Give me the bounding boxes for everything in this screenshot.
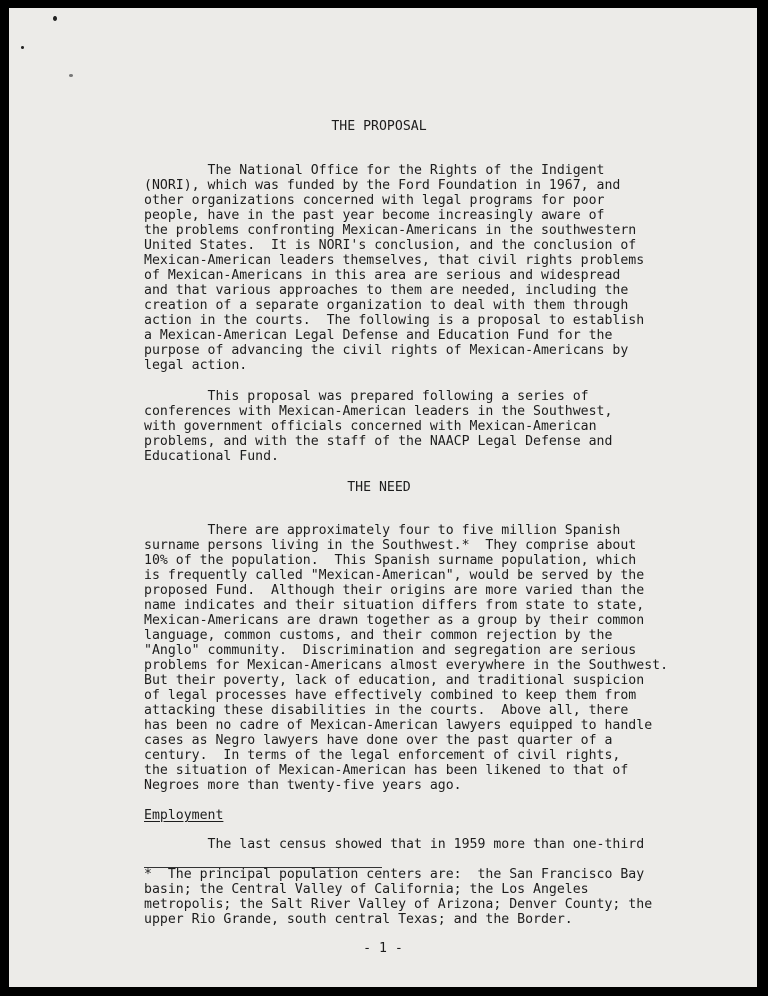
footnote-line: basin; the Central Valley of California; the Los Angeles (144, 882, 589, 897)
text-line: the situation of Mexican-American has been likened to that of (144, 763, 629, 778)
text-line: This proposal was prepared following a series of (144, 389, 589, 404)
text-line: with government officials concerned with Mexican-American (144, 419, 597, 434)
text-line: a Mexican-American Legal Defense and Education Fund for the (144, 328, 613, 343)
text-line: problems for Mexican-Americans almost everywhere in the Southwest. (144, 658, 669, 673)
text-line: creation of a separate organization to deal with them through (144, 298, 629, 313)
text-line: action in the courts. The following is a proposal to establish (144, 313, 645, 328)
text-line: of legal processes have effectively combined to keep them from (144, 688, 637, 703)
footnote-line: upper Rio Grande, south central Texas; and the Border. (144, 912, 573, 927)
document-page (9, 8, 757, 987)
text-line: legal action. (144, 358, 248, 373)
text-line: Negroes more than twenty-five years ago. (144, 778, 462, 793)
text-line: But their poverty, lack of education, and traditional suspicion (144, 673, 645, 688)
page-number: - 1 - (363, 941, 403, 956)
text-line: Mexican-Americans are drawn together as a group by their common (144, 613, 645, 628)
text-line: language, common customs, and their common rejection by the (144, 628, 613, 643)
scan-speck (21, 46, 24, 49)
scan-speck (53, 16, 57, 21)
text-line: purpose of advancing the civil rights of Mexican-Americans by (144, 343, 629, 358)
section-heading-need: THE NEED (347, 480, 411, 495)
text-line: proposed Fund. Although their origins are more varied than the (144, 583, 645, 598)
text-line: United States. It is NORI's conclusion, and the conclusion of (144, 238, 637, 253)
text-line: "Anglo" community. Discrimination and segregation are serious (144, 643, 637, 658)
text-line: has been no cadre of Mexican-American lawyers equipped to handle (144, 718, 653, 733)
subheading-employment: Employment (144, 808, 224, 823)
text-line: other organizations concerned with legal programs for poor (144, 193, 605, 208)
text-line: There are approximately four to five million Spanish (144, 523, 621, 538)
text-line: conferences with Mexican-American leaders in the Southwest, (144, 404, 613, 419)
text-line: name indicates and their situation differs from state to state, (144, 598, 645, 613)
text-line: (NORI), which was funded by the Ford Foundation in 1967, and (144, 178, 621, 193)
text-line: of Mexican-Americans in this area are serious and widespread (144, 268, 621, 283)
text-line: Educational Fund. (144, 449, 279, 464)
text-line: attacking these disabilities in the courts. Above all, there (144, 703, 629, 718)
text-line: people, have in the past year become increasingly aware of (144, 208, 605, 223)
text-line: century. In terms of the legal enforcement of civil rights, (144, 748, 621, 763)
footnote-line: metropolis; the Salt River Valley of Arizona; Denver County; the (144, 897, 653, 912)
text-line: Mexican-American leaders themselves, that civil rights problems (144, 253, 645, 268)
text-line: The last census showed that in 1959 more than one-third (144, 837, 645, 852)
text-line: cases as Negro lawyers have done over the past quarter of a (144, 733, 613, 748)
text-line: The National Office for the Rights of the Indigent (144, 163, 605, 178)
text-line: is frequently called "Mexican-American", would be served by the (144, 568, 645, 583)
footnote-line: * The principal population centers are: the San Francisco Bay (144, 867, 645, 882)
text-line: problems, and with the staff of the NAACP Legal Defense and (144, 434, 613, 449)
page-title: THE PROPOSAL (331, 119, 427, 134)
text-line: 10% of the population. This Spanish surname population, which (144, 553, 637, 568)
text-line: surname persons living in the Southwest.* They comprise about (144, 538, 637, 553)
text-line: the problems confronting Mexican-Americans in the southwestern (144, 223, 637, 238)
text-line: and that various approaches to them are needed, including the (144, 283, 629, 298)
scan-speck (69, 74, 73, 77)
